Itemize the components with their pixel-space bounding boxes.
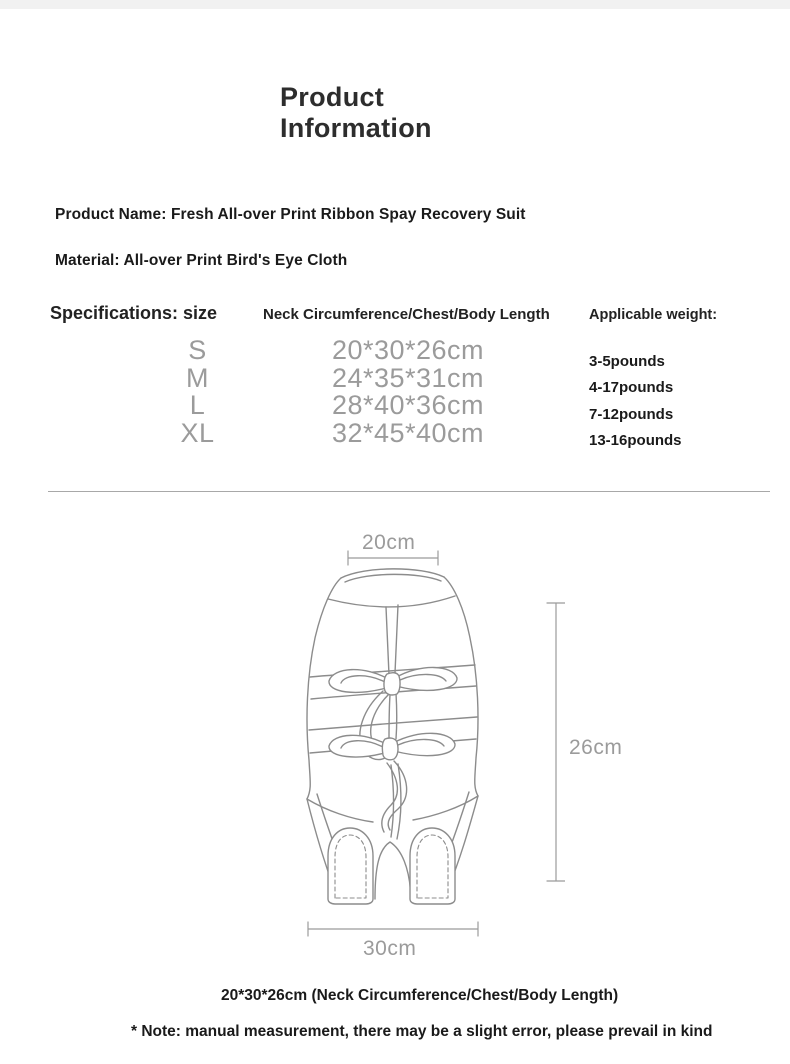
size-row: M bbox=[186, 362, 209, 393]
recovery-suit-line-drawing bbox=[295, 525, 565, 937]
spec-header-dimensions: Neck Circumference/Chest/Body Length bbox=[263, 306, 550, 323]
material-line: Material: All-over Print Bird's Eye Cloth bbox=[55, 252, 348, 269]
page-title bbox=[280, 82, 432, 144]
dimensions-row: 28*40*36cm bbox=[331, 390, 485, 421]
dimensions-row: 32*45*40cm bbox=[331, 418, 485, 449]
ribbon-bows bbox=[329, 667, 457, 759]
spec-header-weight: Applicable weight: bbox=[589, 307, 718, 323]
spec-weight-column bbox=[589, 349, 682, 455]
weight-row: 7-12pounds bbox=[589, 405, 674, 423]
product-name-line: Product Name: Fresh All-over Print Ribbon Spay Recovery Suit bbox=[55, 206, 526, 223]
diagram-caption: 20*30*26cm (Neck Circumference/Chest/Body Length) bbox=[221, 987, 619, 1004]
page-title-line2: Information bbox=[280, 113, 432, 143]
size-row: XL bbox=[180, 418, 215, 449]
dimensions-row: 20*30*26cm bbox=[331, 335, 485, 365]
measurement-note: * Note: manual measurement, there may be a slight error, please prevail in kind bbox=[131, 1023, 713, 1040]
page-title-line1: Product bbox=[280, 82, 385, 112]
spec-header-size: Specifications: size bbox=[50, 303, 218, 323]
dimensions-row: 24*35*31cm bbox=[331, 362, 485, 393]
weight-row: 4-17pounds bbox=[589, 379, 674, 397]
leg-pads bbox=[328, 828, 455, 904]
spec-dimensions-column bbox=[308, 337, 508, 448]
size-row: L bbox=[189, 390, 206, 421]
top-width-label: 20cm bbox=[362, 531, 416, 554]
size-row: S bbox=[188, 335, 207, 365]
bottom-width-measure-line bbox=[308, 922, 478, 936]
top-divider-strip bbox=[0, 0, 790, 9]
right-length-measure-line bbox=[547, 603, 565, 881]
top-width-measure-line bbox=[348, 551, 438, 565]
bottom-width-label: 30cm bbox=[363, 937, 417, 960]
section-divider bbox=[48, 491, 770, 492]
spec-size-column bbox=[150, 337, 245, 448]
weight-row: 13-16pounds bbox=[589, 432, 682, 450]
weight-row: 3-5pounds bbox=[589, 353, 665, 370]
right-length-label: 26cm bbox=[569, 736, 623, 759]
